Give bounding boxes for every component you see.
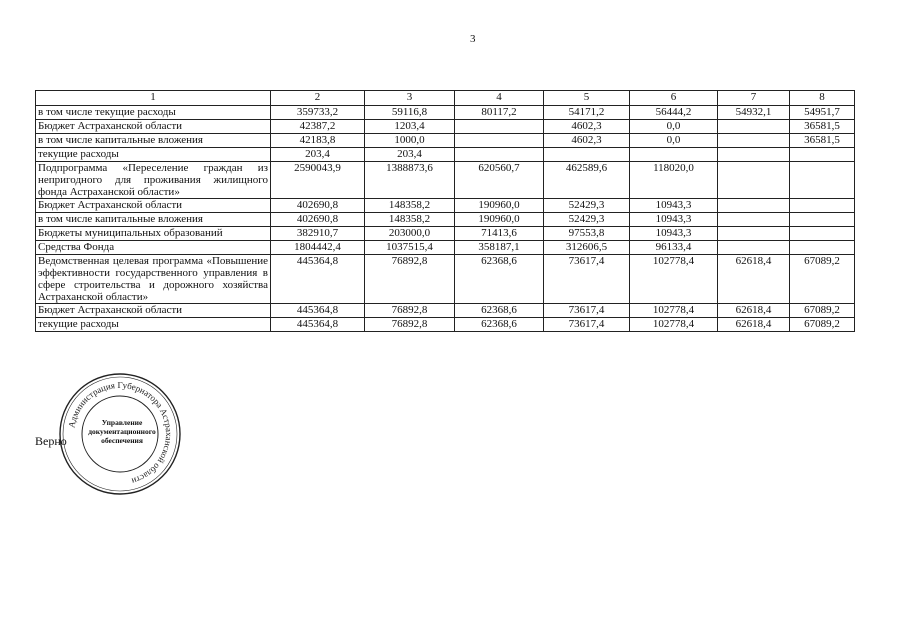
value-cell: 0,0 xyxy=(630,134,718,148)
value-cell xyxy=(718,227,790,241)
value-cell: 102778,4 xyxy=(630,318,718,332)
value-cell: 462589,6 xyxy=(544,162,630,199)
value-cell: 620560,7 xyxy=(455,162,544,199)
value-cell: 1203,4 xyxy=(365,120,455,134)
verno-note: Верно xyxy=(35,434,67,448)
row-label: Бюджет Астраханской области xyxy=(36,120,271,134)
header-cell: 8 xyxy=(790,91,855,106)
value-cell: 56444,2 xyxy=(630,106,718,120)
page-number: 3 xyxy=(470,33,476,45)
value-cell: 67089,2 xyxy=(790,318,855,332)
value-cell: 54932,1 xyxy=(718,106,790,120)
table-row xyxy=(36,199,855,213)
value-cell: 203,4 xyxy=(271,148,365,162)
row-label: в том числе капитальные вложения xyxy=(36,134,271,148)
value-cell: 42387,2 xyxy=(271,120,365,134)
header-cell: 7 xyxy=(718,91,790,106)
value-cell: 54951,7 xyxy=(790,106,855,120)
value-cell: 118020,0 xyxy=(630,162,718,199)
value-cell: 402690,8 xyxy=(271,199,365,213)
table-row xyxy=(36,148,855,162)
row-label: Бюджет Астраханской области xyxy=(36,304,271,318)
value-cell: 62618,4 xyxy=(718,255,790,304)
table-row xyxy=(36,241,855,255)
value-cell: 67089,2 xyxy=(790,255,855,304)
value-cell: 445364,8 xyxy=(271,255,365,304)
value-cell xyxy=(718,199,790,213)
value-cell: 62618,4 xyxy=(718,304,790,318)
value-cell: 71413,6 xyxy=(455,227,544,241)
header-cell: 1 xyxy=(36,91,271,106)
value-cell xyxy=(718,148,790,162)
value-cell xyxy=(790,213,855,227)
value-cell xyxy=(718,162,790,199)
table-row xyxy=(36,318,855,332)
row-label: в том числе капитальные вложения xyxy=(36,213,271,227)
row-label: в том числе текущие расходы xyxy=(36,106,271,120)
value-cell: 102778,4 xyxy=(630,255,718,304)
table-row xyxy=(36,162,855,199)
value-cell: 190960,0 xyxy=(455,199,544,213)
value-cell: 148358,2 xyxy=(365,213,455,227)
value-cell: 402690,8 xyxy=(271,213,365,227)
value-cell: 10943,3 xyxy=(630,199,718,213)
value-cell: 36581,5 xyxy=(790,134,855,148)
value-cell: 203000,0 xyxy=(365,227,455,241)
value-cell: 382910,7 xyxy=(271,227,365,241)
value-cell: 2590043,9 xyxy=(271,162,365,199)
value-cell xyxy=(455,134,544,148)
value-cell: 96133,4 xyxy=(630,241,718,255)
value-cell: 1804442,4 xyxy=(271,241,365,255)
header-cell: 2 xyxy=(271,91,365,106)
header-cell: 6 xyxy=(630,91,718,106)
header-cell: 5 xyxy=(544,91,630,106)
value-cell: 445364,8 xyxy=(271,304,365,318)
row-label: Бюджет Астраханской области xyxy=(36,199,271,213)
value-cell: 73617,4 xyxy=(544,304,630,318)
value-cell: 76892,8 xyxy=(365,318,455,332)
value-cell: 36581,5 xyxy=(790,120,855,134)
value-cell: 62368,6 xyxy=(455,304,544,318)
value-cell: 80117,2 xyxy=(455,106,544,120)
budget-table xyxy=(35,90,855,332)
table-body xyxy=(36,91,855,332)
value-cell: 73617,4 xyxy=(544,255,630,304)
value-cell xyxy=(630,148,718,162)
value-cell: 62368,6 xyxy=(455,255,544,304)
value-cell: 73617,4 xyxy=(544,318,630,332)
header-cell: 3 xyxy=(365,91,455,106)
table-header-row xyxy=(36,91,855,106)
table-row xyxy=(36,227,855,241)
value-cell: 102778,4 xyxy=(630,304,718,318)
table-row xyxy=(36,213,855,227)
value-cell: 0,0 xyxy=(630,120,718,134)
value-cell: 67089,2 xyxy=(790,304,855,318)
value-cell: 203,4 xyxy=(365,148,455,162)
value-cell: 97553,8 xyxy=(544,227,630,241)
value-cell: 4602,3 xyxy=(544,120,630,134)
value-cell: 1037515,4 xyxy=(365,241,455,255)
value-cell: 62618,4 xyxy=(718,318,790,332)
value-cell: 76892,8 xyxy=(365,255,455,304)
value-cell: 52429,3 xyxy=(544,199,630,213)
value-cell xyxy=(790,148,855,162)
value-cell xyxy=(455,148,544,162)
value-cell xyxy=(790,199,855,213)
value-cell xyxy=(718,134,790,148)
value-cell xyxy=(790,227,855,241)
table-row xyxy=(36,120,855,134)
value-cell xyxy=(718,213,790,227)
value-cell: 148358,2 xyxy=(365,199,455,213)
row-label: текущие расходы xyxy=(36,318,271,332)
value-cell: 1388873,6 xyxy=(365,162,455,199)
row-label: Ведомственная целевая программа «Повышение эффективности государственного управления в сфере строительства и дорожного хозяйства Астраханской области» xyxy=(36,255,271,304)
value-cell: 10943,3 xyxy=(630,227,718,241)
value-cell: 62368,6 xyxy=(455,318,544,332)
value-cell: 76892,8 xyxy=(365,304,455,318)
value-cell: 190960,0 xyxy=(455,213,544,227)
value-cell: 445364,8 xyxy=(271,318,365,332)
value-cell: 312606,5 xyxy=(544,241,630,255)
header-cell: 4 xyxy=(455,91,544,106)
value-cell xyxy=(544,148,630,162)
value-cell xyxy=(718,120,790,134)
value-cell xyxy=(455,120,544,134)
table-row xyxy=(36,106,855,120)
value-cell xyxy=(790,241,855,255)
row-label: Бюджеты муниципальных образований xyxy=(36,227,271,241)
value-cell: 359733,2 xyxy=(271,106,365,120)
value-cell: 1000,0 xyxy=(365,134,455,148)
value-cell: 358187,1 xyxy=(455,241,544,255)
row-label: текущие расходы xyxy=(36,148,271,162)
value-cell: 10943,3 xyxy=(630,213,718,227)
value-cell xyxy=(718,241,790,255)
row-label: Средства Фонда xyxy=(36,241,271,255)
value-cell: 42183,8 xyxy=(271,134,365,148)
value-cell: 54171,2 xyxy=(544,106,630,120)
row-label: Подпрограмма «Переселение граждан из непригодного для проживания жилищного фонда Астраханской области» xyxy=(36,162,271,199)
value-cell: 52429,3 xyxy=(544,213,630,227)
seal-center-text: Управление документационного обеспечения xyxy=(88,418,156,445)
seal-ring-text: Администрация Губернатора Астраханской области xyxy=(66,379,175,487)
table-row xyxy=(36,134,855,148)
table-row xyxy=(36,304,855,318)
table-row xyxy=(36,255,855,304)
value-cell xyxy=(790,162,855,199)
value-cell: 4602,3 xyxy=(544,134,630,148)
value-cell: 59116,8 xyxy=(365,106,455,120)
